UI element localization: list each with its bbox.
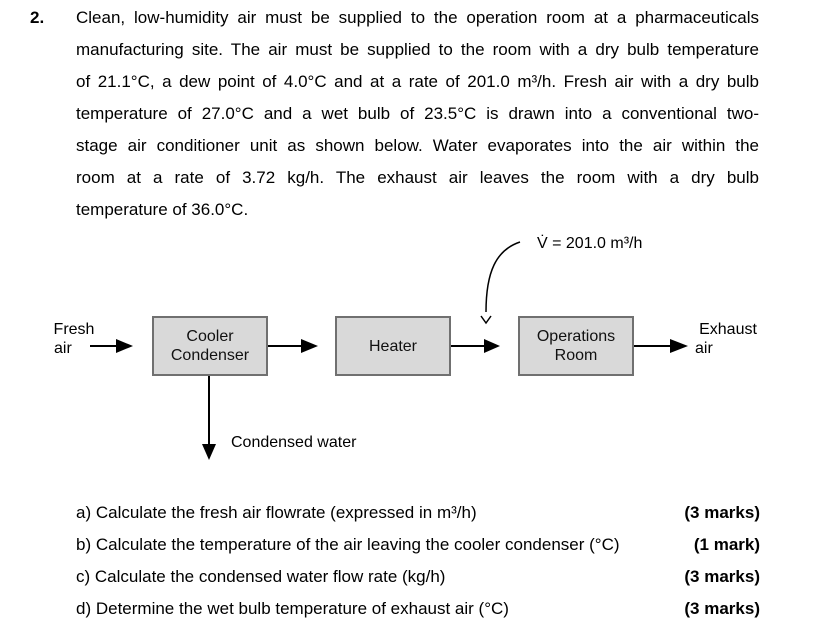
heater-box — [335, 316, 451, 376]
operations-room-box — [518, 316, 634, 376]
question-line: room at a rate of 3.72 kg/h. The exhaust air leaves the room with a dry bulb — [76, 168, 759, 187]
condensed-water-label: Condensed water — [231, 434, 357, 451]
question-line: temperature of 36.0°C. — [76, 200, 249, 219]
part-text: d) Determine the wet bulb temperature of exhaust air (°C) — [76, 599, 509, 618]
question-line: manufacturing site. The air must be supplied to the room with a dry bulb temperature — [76, 40, 759, 59]
arrowhead — [484, 339, 500, 353]
question-line: Clean, low-humidity air must be supplied to the operation room at a pharmaceuticals — [76, 8, 759, 27]
question-part — [76, 564, 760, 596]
question-part — [76, 500, 760, 532]
part-text: c) Calculate the condensed water flow rate (kg/h) — [76, 567, 446, 586]
heater-label: Heater — [368, 337, 418, 355]
part-text: b) Calculate the temperature of the air leaving the cooler condenser (°C) — [76, 535, 620, 554]
question-part — [76, 532, 760, 564]
exhaust-line1: Exhaust — [699, 321, 757, 338]
supply-flow-curve — [486, 242, 520, 312]
exhaust-air-label — [692, 320, 764, 358]
question-line: temperature of 27.0°C and a wet bulb of 23.5°C is drawn into a conventional two- — [76, 104, 759, 123]
fresh-air-line1: Fresh — [53, 321, 95, 338]
arrowhead — [202, 444, 216, 460]
exhaust-line2: air — [695, 340, 713, 357]
arrowhead — [301, 339, 318, 353]
arrowhead — [670, 339, 688, 353]
operations-line2: Room — [554, 347, 598, 364]
part-marks: (3 marks) — [684, 567, 760, 586]
question-number: 2. — [30, 8, 45, 27]
flow-rate-label: V̇ = 201.0 m³/h — [537, 235, 643, 252]
arrowhead — [481, 316, 491, 323]
cooler-line1: Cooler — [186, 328, 234, 345]
part-text: a) Calculate the fresh air flowrate (expressed in m³/h) — [76, 503, 477, 522]
question-line: of 21.1°C, a dew point of 4.0°C and at a rate of 201.0 m³/h. Fresh air with a dry bulb — [76, 72, 759, 91]
cooler-line2: Condenser — [170, 347, 250, 364]
question-parts — [76, 500, 760, 628]
part-marks: (1 mark) — [693, 535, 760, 554]
operations-line1: Operations — [536, 328, 616, 345]
part-marks: (3 marks) — [684, 503, 760, 522]
arrowhead — [116, 339, 133, 353]
fresh-air-line2: air — [54, 340, 72, 357]
question-part — [76, 596, 760, 628]
fresh-air-label — [48, 320, 100, 358]
question-line: stage air conditioner unit as shown below. Water evaporates into the air within the — [76, 136, 759, 155]
part-marks: (3 marks) — [684, 599, 760, 618]
cooler-condenser-box — [152, 316, 268, 376]
